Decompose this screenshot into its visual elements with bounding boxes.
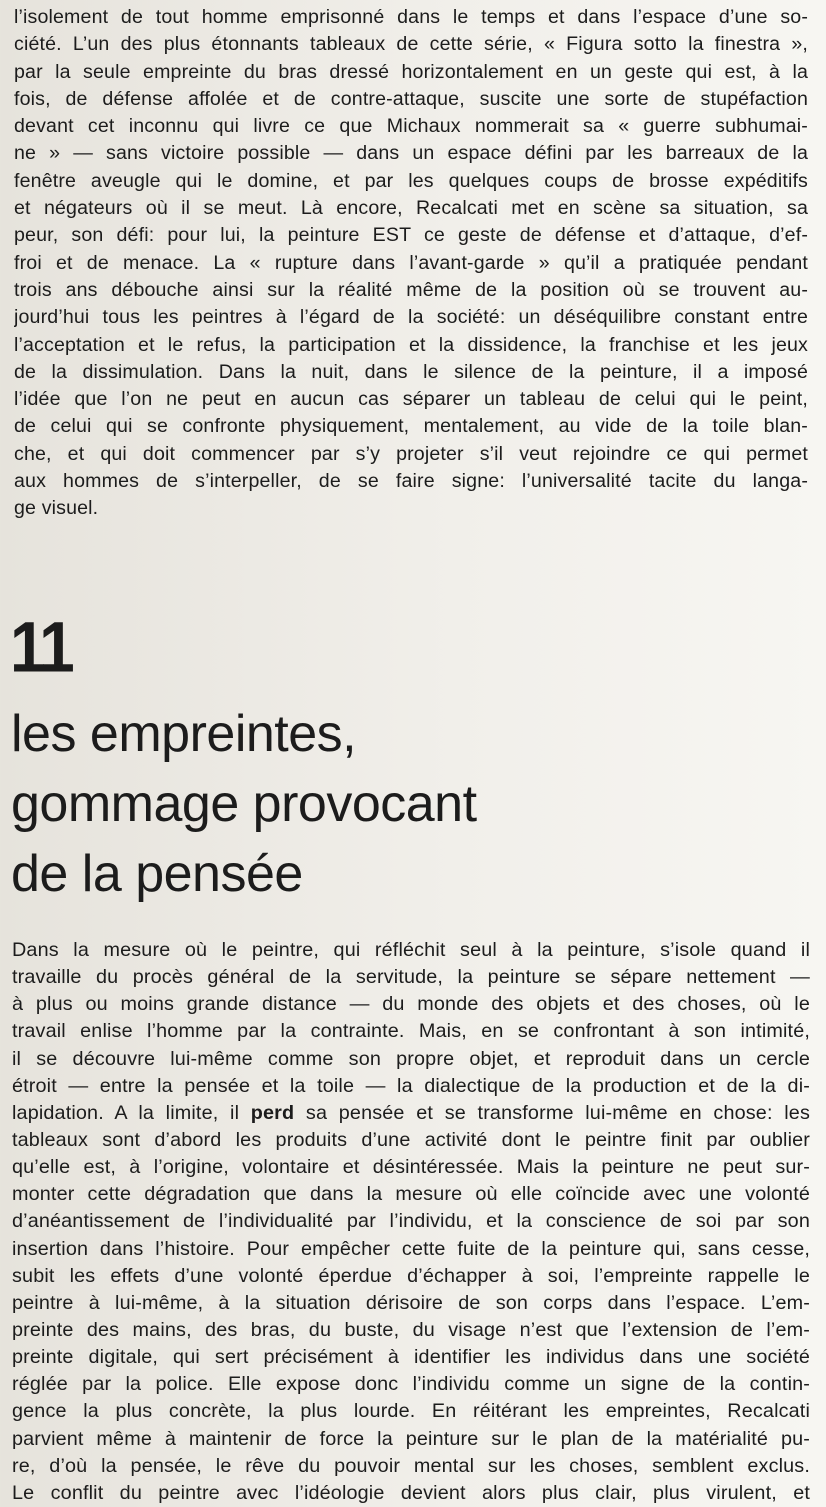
- text-line: de celui qui se confronte physiquement, mentalement, au vide de la toile blan-: [14, 415, 808, 438]
- text-line: à plus ou moins grande distance — du monde des objets et des choses, où le: [12, 993, 810, 1016]
- text-line: Le conflit du peintre avec l’idéologie devient alors plus clair, plus virulent, et: [12, 1481, 810, 1504]
- text-line: travaille du procès général de la servitude, la peinture se sépare nettement —: [12, 966, 810, 989]
- text-segment: lapidation. A la limite, il: [12, 1101, 251, 1124]
- body-paragraph-2: [12, 937, 810, 1507]
- text-line: preinte des mains, des bras, du buste, du visage n’est que l’extension de l’em-: [12, 1318, 810, 1341]
- text-line: ciété. L’un des plus étonnants tableaux de cette série, « Figura sotto la finestra »,: [14, 33, 808, 56]
- text-line: gence la plus concrète, la plus lourde. En réitérant les empreintes, Recalcati: [12, 1400, 810, 1423]
- text-line: peur, son défi: pour lui, la peinture EST ce geste de défense et d’attaque, d’ef-: [14, 224, 808, 247]
- emphasized-word: perd: [250, 1101, 295, 1124]
- text-line: peintre à lui-même, à la situation dérisoire de son corps dans l’espace. L’em-: [12, 1291, 810, 1314]
- text-line: insertion dans l’histoire. Pour empêcher cette fuite de la peinture qui, sans cesse,: [12, 1237, 810, 1260]
- text-line: froi et de menace. La « rupture dans l’avant-garde » qu’il a pratiquée pendant: [14, 251, 808, 274]
- text-line: et négateurs où il se meut. Là encore, Recalcati met en scène sa situation, sa: [14, 197, 808, 220]
- text-line: réglée par la police. Elle expose donc l’individu comme un signe de la contin-: [12, 1373, 810, 1396]
- chapter-number: 11: [10, 606, 72, 688]
- body-paragraph-1: [14, 4, 808, 523]
- text-line: qu’elle est, à l’origine, volontaire et désintéressée. Mais la peinture ne peut sur-: [12, 1156, 810, 1179]
- text-line: jourd’hui tous les peintres à l’égard de la société: un déséquilibre constant entre: [14, 306, 808, 329]
- text-segment: sa pensée et se transforme lui-même en chose: les: [294, 1101, 810, 1124]
- text-line: subit les effets d’une volonté éperdue d’échapper à soi, l’empreinte rappelle le: [12, 1264, 810, 1287]
- text-line: preinte digitale, qui sert précisément à identifier les individus dans une société: [12, 1346, 810, 1369]
- text-line: étroit — entre la pensée et la toile — la dialectique de la production et de la di-: [12, 1074, 810, 1097]
- text-line: ge visuel.: [14, 497, 99, 520]
- text-line-with-emphasis: [12, 1100, 810, 1127]
- text-line: fois, de défense affolée et de contre-attaque, suscite une sorte de stupéfaction: [14, 87, 808, 110]
- text-line: travail enlise l’homme par la contrainte. Mais, en se confrontant à son intimité,: [12, 1020, 810, 1043]
- text-line: d’anéantissement de l’individualité par l’individu, et la conscience de soi par son: [12, 1210, 810, 1233]
- chapter-title-line: les empreintes,: [11, 705, 357, 763]
- text-line: Dans la mesure où le peintre, qui réfléchit seul à la peinture, s’isole quand il: [12, 939, 810, 961]
- text-line: tableaux sont d’abord les produits d’une activité dont le peintre finit par oublier: [12, 1128, 810, 1151]
- text-line: il se découvre lui-même comme son propre objet, et reproduit dans un cercle: [12, 1047, 810, 1070]
- chapter-title-line: gommage provocant: [11, 775, 477, 833]
- text-line: devant cet inconnu qui livre ce que Michaux nommerait sa « guerre subhumai-: [14, 115, 808, 138]
- text-line: monter cette dégradation que dans la mesure où elle coïncide avec une volonté: [12, 1183, 810, 1206]
- chapter-title: [11, 699, 477, 909]
- text-line: de la dissimulation. Dans la nuit, dans le silence de la peinture, il a imposé: [14, 360, 808, 383]
- text-line: aux hommes de s’interpeller, de se faire signe: l’universalité tacite du langa-: [14, 470, 808, 493]
- text-line: l’idée que l’on ne peut en aucun cas séparer un tableau de celui qui le peint,: [14, 388, 808, 411]
- text-line: fenêtre aveugle qui le domine, et par les quelques coups de brosse expéditifs: [14, 169, 808, 192]
- text-line: che, et qui doit commencer par s’y projeter s’il veut rejoindre ce qui permet: [14, 442, 808, 465]
- text-line: trois ans débouche ainsi sur la réalité même de la position où se trouvent au-: [14, 278, 808, 301]
- text-line: l’isolement de tout homme emprisonné dans le temps et dans l’espace d’une so-: [14, 6, 808, 28]
- text-line: parvient même à maintenir de force la peinture sur le plan de la matérialité pu-: [12, 1427, 810, 1450]
- text-line: re, d’où la pensée, le rêve du pouvoir mental sur les choses, semblent exclus.: [12, 1454, 810, 1477]
- text-line: l’acceptation et le refus, la participation et la dissidence, la franchise et les jeux: [14, 333, 808, 356]
- text-line: ne » — sans victoire possible — dans un espace défini par les barreaux de la: [14, 142, 808, 165]
- chapter-title-line: de la pensée: [11, 845, 303, 903]
- text-line: par la seule empreinte du bras dressé horizontalement en un geste qui est, à la: [14, 60, 808, 83]
